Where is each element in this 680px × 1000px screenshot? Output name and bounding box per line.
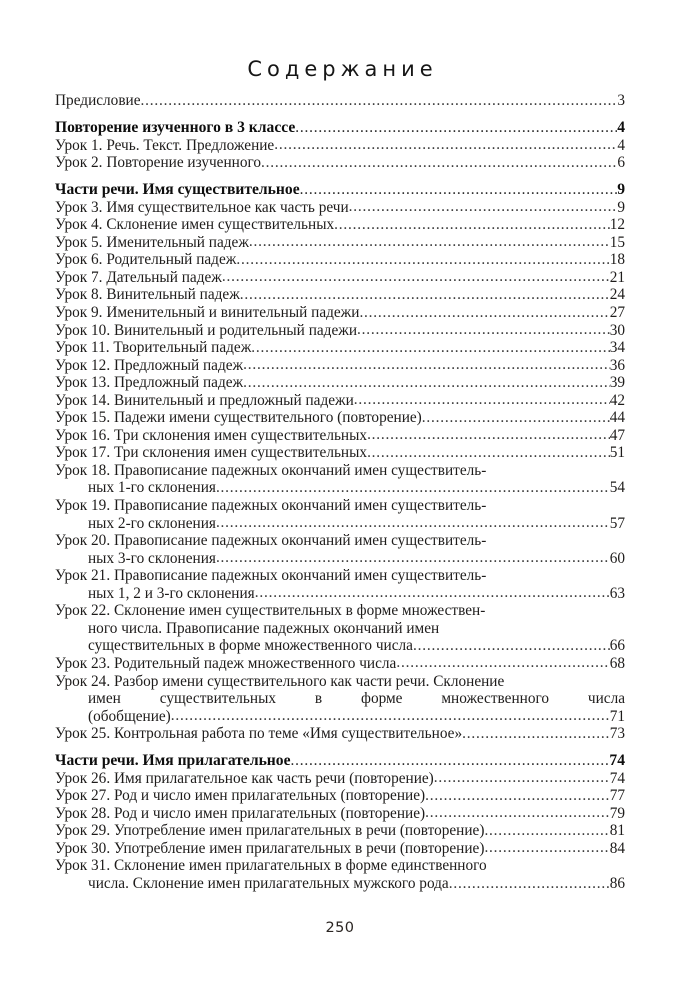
toc-entry[interactable] [55, 857, 625, 892]
toc-entry-label: Урок 24. Разбор имени существительного как части речи. Склонение [55, 672, 505, 690]
toc-entry-label: существительных в форме множественного числа [88, 637, 413, 655]
toc-entry[interactable] [55, 462, 625, 497]
toc-page-number: 73 [609, 725, 625, 743]
dot-leader [291, 752, 610, 770]
toc-entry[interactable] [55, 444, 625, 462]
toc-entry-label: Урок 2. Повторение изученного [55, 154, 262, 172]
toc-entry[interactable] [55, 286, 625, 304]
toc-entry[interactable] [55, 357, 625, 375]
toc-page-number: 47 [609, 426, 625, 444]
toc-line [55, 770, 625, 788]
toc-entry-label: Урок 15. Падежи имени существительного (повторение) [55, 409, 422, 427]
dot-leader [222, 268, 610, 286]
toc-entry-label: Урок 12. Предложный падеж [55, 356, 244, 374]
toc-line [55, 392, 625, 410]
toc-line [55, 322, 625, 340]
toc-page-number: 79 [609, 804, 625, 822]
toc-page-number: 27 [609, 304, 625, 322]
toc-line [55, 444, 625, 462]
toc-page-number: 12 [609, 216, 625, 234]
dot-leader [359, 304, 609, 322]
toc-entry-label: Урок 9. Именительный и винительный падежи [55, 304, 360, 322]
toc-entry[interactable] [55, 137, 625, 155]
toc-entry-label: Части речи. Имя прилагательное [55, 752, 291, 770]
toc-page-number: 4 [617, 119, 625, 137]
toc-entry[interactable] [55, 567, 625, 602]
toc-entry-label: Урок 20. Правописание падежных окончаний имен существитель- [55, 532, 487, 550]
toc-line [55, 339, 625, 357]
toc-entry[interactable] [55, 725, 625, 743]
toc-entry-label: Урок 30. Употребление имен прилагательных в речи (повторение) [55, 839, 485, 857]
toc-line [55, 497, 625, 515]
dot-leader [425, 787, 610, 805]
toc-page-number: 84 [609, 839, 625, 857]
toc-entry-label: Урок 14. Винительный и предложный падежи [55, 391, 354, 409]
toc-entry[interactable] [55, 339, 625, 357]
toc-page-number: 74 [609, 752, 625, 770]
dot-leader [354, 391, 610, 409]
toc-line [55, 805, 625, 823]
toc-entry[interactable] [55, 532, 625, 567]
toc-entry[interactable] [55, 92, 625, 110]
toc-line [55, 725, 625, 743]
toc-line [55, 857, 625, 875]
toc-page-number: 57 [609, 514, 625, 532]
dot-leader [243, 374, 610, 392]
dot-leader [449, 875, 610, 893]
dot-leader [216, 479, 610, 497]
toc-page-number: 9 [617, 198, 625, 216]
toc-entry[interactable] [55, 251, 625, 269]
toc-entry-label: ного числа. Правописание падежных окончаний имен [88, 619, 440, 637]
toc-line [55, 286, 625, 304]
dot-leader [240, 286, 610, 304]
toc-line [55, 181, 625, 199]
toc-entry[interactable] [55, 655, 625, 673]
toc-entry-label: Урок 3. Имя существительное как часть речи [55, 198, 349, 216]
dot-leader [484, 839, 609, 857]
toc-page-number: 60 [609, 549, 625, 567]
toc-line [55, 199, 625, 217]
toc-entry-label: Повторение изученного в 3 классе [55, 119, 296, 137]
dot-leader [216, 514, 610, 532]
toc-entry-label: Урок 7. Дательный падеж [55, 268, 222, 286]
page-title: Содержание [247, 57, 438, 81]
toc-entry-label: Урок 27. Род и число имен прилагательных (повторение) [55, 787, 426, 805]
toc-entry-label: Урок 23. Родительный падеж множественного числа [55, 654, 397, 672]
toc-entry-label: Урок 25. Контрольная работа по теме «Имя существительное» [55, 725, 463, 743]
toc-entry[interactable] [55, 216, 625, 234]
dot-leader [255, 584, 610, 602]
toc-entry-label: Части речи. Имя существительное [55, 181, 300, 199]
page-folio: 250 [325, 920, 355, 936]
toc-entry-label: Урок 17. Три склонения имен существительных [55, 444, 368, 462]
toc-entry[interactable] [55, 392, 625, 410]
toc-entry-label: Урок 26. Имя прилагательное как часть речи (повторение) [55, 769, 434, 787]
toc-page-number: 44 [609, 409, 625, 427]
toc-page-number: 81 [609, 822, 625, 840]
toc-page-number: 3 [617, 92, 625, 109]
toc-entry-label: Урок 11. Творительный падеж [55, 339, 252, 357]
dot-leader [261, 154, 617, 172]
toc-entry-label: ных 1, 2 и 3-го склонения [88, 584, 255, 602]
toc-line [55, 567, 625, 585]
toc-entry-label: Предисловие [55, 92, 141, 109]
toc-entry-label: Урок 19. Правописание падежных окончаний имен существитель- [55, 497, 487, 515]
toc-entry[interactable] [55, 805, 625, 823]
toc-page-number: 21 [609, 268, 625, 286]
toc-entry-label: (обобщение) [88, 707, 171, 725]
toc-entry-label: Урок 21. Правописание падежных окончаний имен существитель- [55, 567, 487, 585]
toc-entry-label: Урок 31. Склонение имен прилагательных в форме единственного [55, 857, 487, 875]
toc-line [55, 690, 625, 708]
dot-leader [396, 654, 609, 672]
dot-leader [243, 356, 610, 374]
toc-entry-label: Урок 6. Родительный падеж [55, 251, 237, 269]
toc-page-number: 51 [609, 444, 625, 462]
toc-line [55, 822, 625, 840]
toc-page-number: 15 [609, 233, 625, 251]
toc-page-number: 63 [609, 584, 625, 602]
toc-section[interactable] [55, 119, 625, 137]
toc-line [55, 752, 625, 770]
toc-line [55, 304, 625, 322]
toc-entry-label: Урок 29. Употребление имен прилагательных в речи (повторение) [55, 822, 485, 840]
toc-page-number: 30 [609, 321, 625, 339]
toc-page-number: 36 [609, 356, 625, 374]
toc-entry-label: Урок 22. Склонение имен существительных в форме множествен- [55, 602, 486, 620]
toc-section[interactable] [55, 752, 625, 770]
dot-leader [349, 198, 618, 216]
dot-leader [334, 216, 610, 234]
toc-line [55, 216, 625, 234]
toc-page-number: 4 [617, 136, 625, 154]
toc-entry[interactable] [55, 154, 625, 172]
toc-section[interactable] [55, 181, 625, 199]
table-of-contents [55, 92, 625, 893]
toc-page-number: 42 [609, 391, 625, 409]
toc-entry[interactable] [55, 602, 625, 655]
dot-leader [251, 339, 609, 357]
toc-line [55, 532, 625, 550]
toc-page-number: 9 [617, 181, 625, 199]
toc-entry[interactable] [55, 497, 625, 532]
toc-entry[interactable] [55, 409, 625, 427]
dot-leader [171, 707, 610, 725]
toc-line [55, 620, 625, 638]
dot-leader [413, 637, 610, 655]
dot-leader [422, 409, 610, 427]
toc-line [55, 234, 625, 252]
toc-line [55, 427, 625, 445]
toc-line [55, 708, 625, 726]
toc-entry-label: числа. Склонение имен прилагательных мужского рода [88, 875, 449, 893]
dot-leader [300, 181, 618, 199]
toc-entry[interactable] [55, 673, 625, 726]
toc-line [55, 585, 625, 603]
toc-page-number: 66 [609, 637, 625, 655]
toc-entry[interactable] [55, 322, 625, 340]
toc-page-number: 34 [609, 339, 625, 357]
dot-leader [434, 769, 610, 787]
toc-line [55, 357, 625, 375]
toc-entry[interactable] [55, 374, 625, 392]
toc-entry[interactable] [55, 199, 625, 217]
toc-line [55, 515, 625, 533]
dot-leader [367, 444, 610, 462]
toc-entry[interactable] [55, 427, 625, 445]
dot-leader [425, 804, 610, 822]
toc-line [55, 374, 625, 392]
dot-leader [484, 822, 609, 840]
toc-entry-label: Урок 4. Склонение имен существительных [55, 216, 335, 234]
toc-entry[interactable] [55, 234, 625, 252]
toc-line [55, 550, 625, 568]
dot-leader [216, 549, 610, 567]
toc-page-number: 24 [609, 286, 625, 304]
toc-entry-label: ных 3-го склонения [88, 549, 216, 567]
toc-line [55, 154, 625, 172]
toc-entry-label: имен существительных в форме множественного числа [88, 690, 625, 708]
toc-page-number: 74 [609, 769, 625, 787]
toc-entry-label: Урок 5. Именительный падеж [55, 233, 249, 251]
toc-page-number: 54 [609, 479, 625, 497]
dot-leader [367, 426, 610, 444]
toc-entry-label: Урок 10. Винительный и родительный падежи [55, 321, 358, 339]
toc-entry[interactable] [55, 787, 625, 805]
toc-page-number: 68 [609, 654, 625, 672]
toc-page-number: 39 [609, 374, 625, 392]
toc-line [55, 787, 625, 805]
toc-line [55, 840, 625, 858]
toc-entry-label: Урок 1. Речь. Текст. Предложение [55, 136, 275, 154]
dot-leader [274, 136, 617, 154]
dot-leader [357, 321, 610, 339]
toc-entry[interactable] [55, 770, 625, 788]
dot-leader [462, 725, 610, 743]
toc-entry[interactable] [55, 304, 625, 322]
toc-line [55, 251, 625, 269]
toc-page-number: 18 [609, 251, 625, 269]
toc-line [55, 479, 625, 497]
toc-page-number: 6 [617, 154, 625, 172]
toc-entry-label: Урок 28. Род и число имен прилагательных (повторение) [55, 804, 426, 822]
toc-line [55, 637, 625, 655]
toc-page-number: 86 [609, 875, 625, 893]
dot-leader [249, 233, 610, 251]
toc-line [55, 119, 625, 137]
toc-page-number: 77 [609, 787, 625, 805]
dot-leader [236, 251, 609, 269]
toc-line [55, 655, 625, 673]
toc-entry-label: ных 1-го склонения [88, 479, 216, 497]
dot-leader [295, 119, 617, 137]
toc-line [55, 462, 625, 480]
toc-line [55, 602, 625, 620]
toc-line [55, 673, 625, 691]
toc-line [55, 137, 625, 155]
toc-line [55, 409, 625, 427]
toc-entry-label: Урок 8. Винительный падеж [55, 286, 240, 304]
toc-entry-label: Урок 16. Три склонения имен существительных [55, 426, 368, 444]
toc-line [55, 92, 625, 110]
toc-entry[interactable] [55, 269, 625, 287]
toc-entry-label: Урок 18. Правописание падежных окончаний имен существитель- [55, 461, 487, 479]
toc-line [55, 269, 625, 287]
toc-entry[interactable] [55, 822, 625, 840]
toc-entry-label: ных 2-го склонения [88, 514, 216, 532]
toc-line [55, 875, 625, 893]
toc-entry[interactable] [55, 840, 625, 858]
dot-leader [141, 92, 618, 110]
toc-page-number: 71 [609, 707, 625, 725]
toc-entry-label: Урок 13. Предложный падеж [55, 374, 244, 392]
